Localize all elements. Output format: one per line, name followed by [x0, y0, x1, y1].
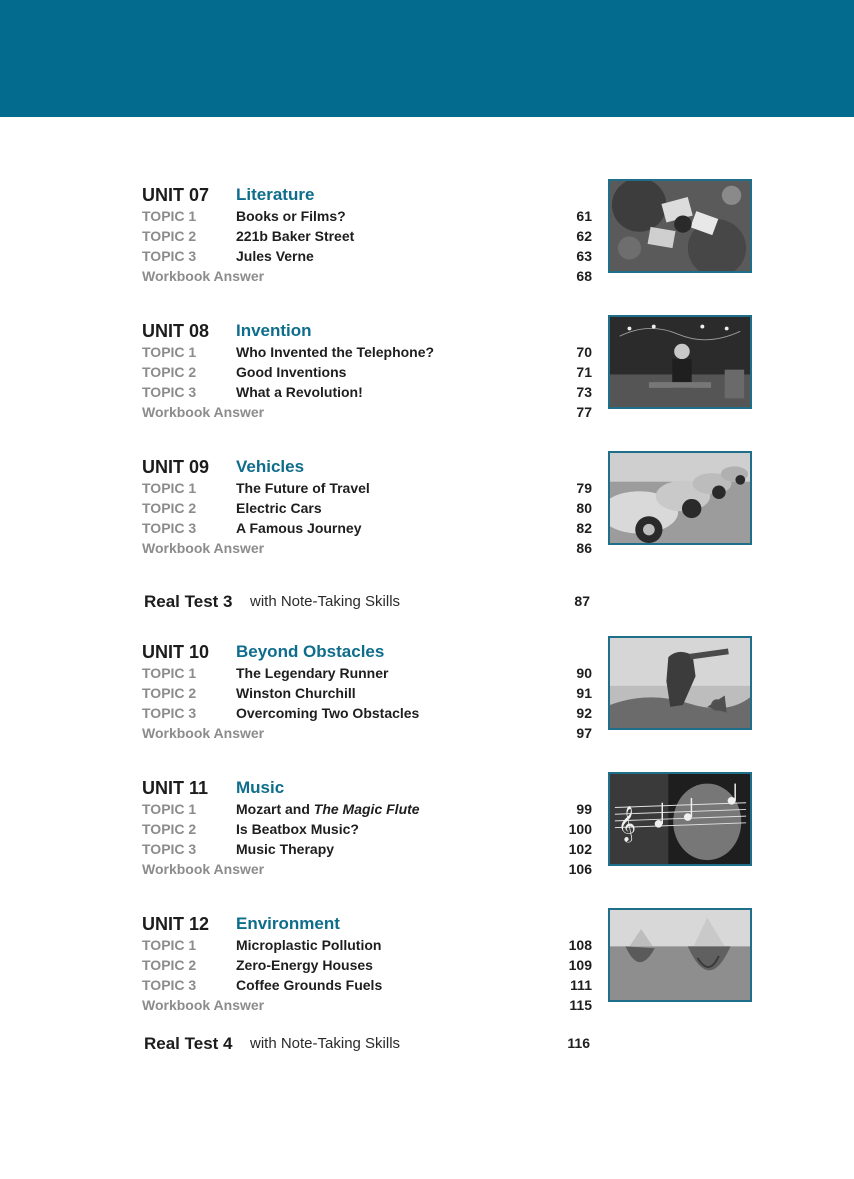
unit-title[interactable]: Invention — [236, 321, 312, 340]
page-number: 99 — [576, 801, 592, 817]
workbook-label: Workbook Answer — [142, 404, 265, 420]
topic-title: Who Invented the Telephone? — [236, 344, 435, 360]
topic-title — [236, 801, 420, 817]
workbook-row[interactable] — [142, 404, 592, 424]
page-number: 109 — [568, 957, 592, 973]
topic-row[interactable] — [142, 208, 592, 228]
topic-row[interactable] — [142, 977, 592, 997]
topic-row[interactable] — [142, 228, 592, 248]
page-number: 86 — [576, 540, 592, 556]
topic-title-italic: The Magic Flute — [313, 801, 420, 817]
real-test-title: Real Test 4 — [144, 1034, 233, 1053]
workbook-label: Workbook Answer — [142, 725, 265, 741]
page-number: 90 — [576, 665, 592, 681]
workbook-label: Workbook Answer — [142, 997, 265, 1013]
topic-title: Good Inventions — [236, 364, 347, 380]
topic-label: TOPIC 1 — [142, 208, 197, 224]
topic-row[interactable] — [142, 937, 592, 957]
topic-title: Coffee Grounds Fuels — [236, 977, 383, 993]
unit-07-section — [142, 186, 754, 286]
workbook-row[interactable] — [142, 861, 592, 881]
music-notes-photo — [608, 772, 752, 866]
topic-label: TOPIC 2 — [142, 500, 197, 516]
page-number: 82 — [576, 520, 592, 536]
page-number: 77 — [576, 404, 592, 420]
page-number: 108 — [568, 937, 592, 953]
topic-label: TOPIC 2 — [142, 957, 197, 973]
topic-label: TOPIC 3 — [142, 384, 197, 400]
vintage-cars-photo — [608, 451, 752, 545]
real-test-title: Real Test 3 — [144, 592, 233, 611]
page-number: 70 — [576, 344, 592, 360]
topic-label: TOPIC 3 — [142, 705, 197, 721]
page-number: 87 — [574, 593, 590, 609]
page-number: 100 — [568, 821, 592, 837]
topic-label: TOPIC 2 — [142, 685, 197, 701]
topic-title: Books or Films? — [236, 208, 346, 224]
topic-label: TOPIC 1 — [142, 344, 197, 360]
real-test-4-row[interactable] — [144, 1034, 590, 1056]
topic-row[interactable] — [142, 520, 592, 540]
topic-label: TOPIC 3 — [142, 248, 197, 264]
page-number: 71 — [576, 364, 592, 380]
topic-row[interactable] — [142, 480, 592, 500]
topic-row[interactable] — [142, 665, 592, 685]
page-number: 92 — [576, 705, 592, 721]
topic-label: TOPIC 3 — [142, 977, 197, 993]
page-number: 80 — [576, 500, 592, 516]
page-number: 63 — [576, 248, 592, 264]
topic-label: TOPIC 1 — [142, 937, 197, 953]
topic-row[interactable] — [142, 957, 592, 977]
page-number: 115 — [569, 997, 592, 1013]
unit-10-section — [142, 643, 754, 743]
svg-text:𝄞: 𝄞 — [617, 805, 637, 842]
page-number: 61 — [576, 208, 592, 224]
inventor-chalkboard-photo — [608, 315, 752, 409]
topic-title-plain: Mozart and — [236, 801, 314, 817]
unit-09-section — [142, 458, 754, 558]
topic-label: TOPIC 3 — [142, 841, 197, 857]
workbook-row[interactable] — [142, 540, 592, 560]
topic-row[interactable] — [142, 841, 592, 861]
page-number: 68 — [576, 268, 592, 284]
topic-row[interactable] — [142, 705, 592, 725]
page-number: 111 — [570, 977, 592, 993]
unit-11-section — [142, 779, 754, 879]
unit-title[interactable]: Literature — [236, 185, 315, 204]
topic-title: The Future of Travel — [236, 480, 370, 496]
unit-number: UNIT 09 — [142, 457, 210, 477]
page-number: 116 — [567, 1035, 590, 1051]
page-number: 102 — [568, 841, 592, 857]
workbook-row[interactable] — [142, 725, 592, 745]
topic-label: TOPIC 1 — [142, 665, 197, 681]
topic-title: Jules Verne — [236, 248, 314, 264]
workbook-label: Workbook Answer — [142, 540, 265, 556]
real-test-subtitle: with Note-Taking Skills — [250, 593, 401, 610]
topic-label: TOPIC 1 — [142, 801, 197, 817]
real-test-3-row[interactable] — [144, 592, 590, 614]
workbook-label: Workbook Answer — [142, 268, 265, 284]
unit-number: UNIT 11 — [142, 778, 209, 798]
workbook-row[interactable] — [142, 997, 592, 1017]
header-band — [0, 0, 854, 117]
real-test-subtitle: with Note-Taking Skills — [250, 1035, 401, 1052]
topic-title: Zero-Energy Houses — [236, 957, 373, 973]
topic-label: TOPIC 1 — [142, 480, 197, 496]
topic-row[interactable] — [142, 685, 592, 705]
topic-row[interactable] — [142, 500, 592, 520]
climber-photo — [608, 636, 752, 730]
topic-title: The Legendary Runner — [236, 665, 389, 681]
topic-title: Electric Cars — [236, 500, 322, 516]
topic-label: TOPIC 2 — [142, 821, 197, 837]
unit-number: UNIT 10 — [142, 642, 210, 662]
unit-number: UNIT 12 — [142, 914, 210, 934]
topic-title: What a Revolution! — [236, 384, 363, 400]
page-number: 62 — [576, 228, 592, 244]
topic-row[interactable] — [142, 248, 592, 268]
topic-row[interactable] — [142, 801, 592, 821]
page-number: 91 — [576, 685, 592, 701]
unit-number: UNIT 08 — [142, 321, 210, 341]
topic-title: Music Therapy — [236, 841, 335, 857]
page-number: 97 — [576, 725, 592, 741]
topic-row[interactable] — [142, 384, 592, 404]
reading-group-photo — [608, 179, 752, 273]
topic-title: A Famous Journey — [236, 520, 362, 536]
page-number: 73 — [576, 384, 592, 400]
topic-title: Microplastic Pollution — [236, 937, 382, 953]
topic-row[interactable] — [142, 344, 592, 364]
workbook-row[interactable] — [142, 268, 592, 288]
unit-number: UNIT 07 — [142, 185, 210, 205]
topic-label: TOPIC 2 — [142, 228, 197, 244]
workbook-label: Workbook Answer — [142, 861, 265, 877]
unit-08-section — [142, 322, 754, 422]
topic-label: TOPIC 3 — [142, 520, 197, 536]
topic-row[interactable] — [142, 821, 592, 841]
page-number: 79 — [576, 480, 592, 496]
unit-title[interactable]: Vehicles — [236, 457, 305, 476]
unit-12-section — [142, 915, 754, 1015]
topic-title: 221b Baker Street — [236, 228, 355, 244]
plastic-iceberg-photo — [608, 908, 752, 1002]
unit-title[interactable]: Environment — [236, 914, 340, 933]
topic-title: Overcoming Two Obstacles — [236, 705, 420, 721]
topic-title: Is Beatbox Music? — [236, 821, 359, 837]
topic-row[interactable] — [142, 364, 592, 384]
unit-title[interactable]: Music — [236, 778, 285, 797]
topic-title: Winston Churchill — [236, 685, 356, 701]
page-number: 106 — [568, 861, 592, 877]
topic-label: TOPIC 2 — [142, 364, 197, 380]
unit-title[interactable]: Beyond Obstacles — [236, 642, 385, 661]
